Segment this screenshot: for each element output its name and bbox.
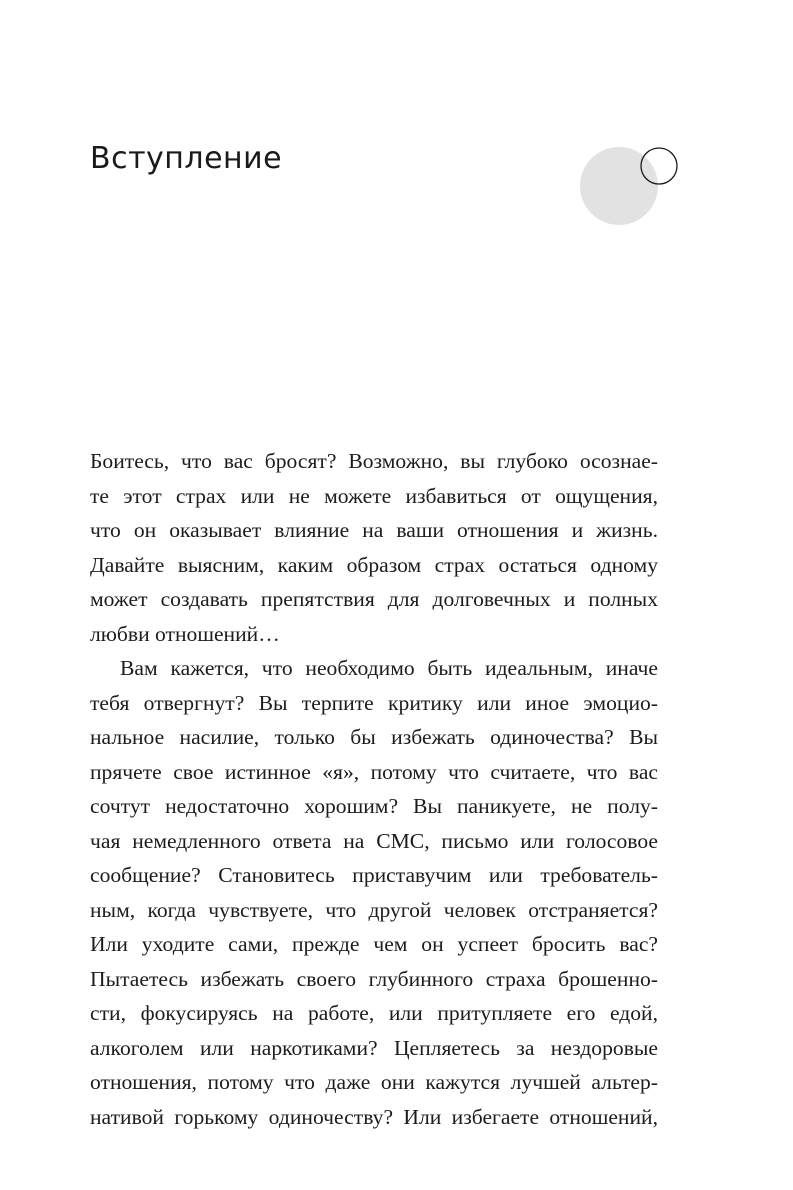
text-line: Пытаетесь избежать своего глубинного страха брошенно-: [90, 966, 658, 991]
text-line: тебя отвергнут? Вы терпите критику или иное эмоцио-: [90, 690, 658, 715]
text-line: отношения, потому что даже они кажутся лучшей альтер-: [90, 1070, 658, 1094]
body-text: [90, 444, 658, 1134]
paragraph-2: [90, 651, 658, 1134]
text-line: чая немедленного ответа на СМС, письмо или голосовое: [90, 828, 658, 853]
text-line: что он оказывает влияние на ваши отношения и жизнь.: [90, 518, 658, 542]
text-line: алкоголем или наркотиками? Цепляетесь за нездоровые: [90, 1035, 658, 1060]
text-line: нативой горькому одиночеству? Или избегаете отношений,: [90, 1104, 658, 1129]
text-line: Боитесь, что вас бросят? Возможно, вы глубоко осознае-: [90, 449, 658, 473]
filled-circle-icon: [580, 147, 658, 225]
text-line: сообщение? Становитесь приставучим или требователь-: [90, 863, 658, 887]
text-line: ным, когда чувствуете, что другой человек отстраняется?: [90, 897, 658, 922]
text-line: Или уходите сами, прежде чем он успеет бросить вас?: [90, 932, 658, 956]
text-line: любви отношений…: [90, 621, 280, 646]
text-line: Давайте выясним, каким образом страх остаться одному: [90, 552, 658, 577]
chapter-heading: Вступление: [90, 141, 283, 176]
text-line: сочтут недостаточно хорошим? Вы паникуете, не полу-: [90, 794, 658, 818]
text-line: нальное насилие, только бы избежать одиночества? Вы: [90, 725, 658, 749]
decorative-circles-icon: [560, 130, 700, 240]
text-line: может создавать препятствия для долговечных и полных: [90, 587, 658, 611]
text-line: прячете свое истинное «я», потому что считаете, что вас: [90, 759, 658, 784]
text-line: те этот страх или не можете избавиться от ощущения,: [90, 483, 658, 508]
paragraph-1: [90, 444, 658, 651]
text-line: сти, фокусируясь на работе, или притупляете его едой,: [90, 1001, 658, 1025]
text-line: Вам кажется, что необходимо быть идеальным, иначе: [120, 656, 658, 680]
